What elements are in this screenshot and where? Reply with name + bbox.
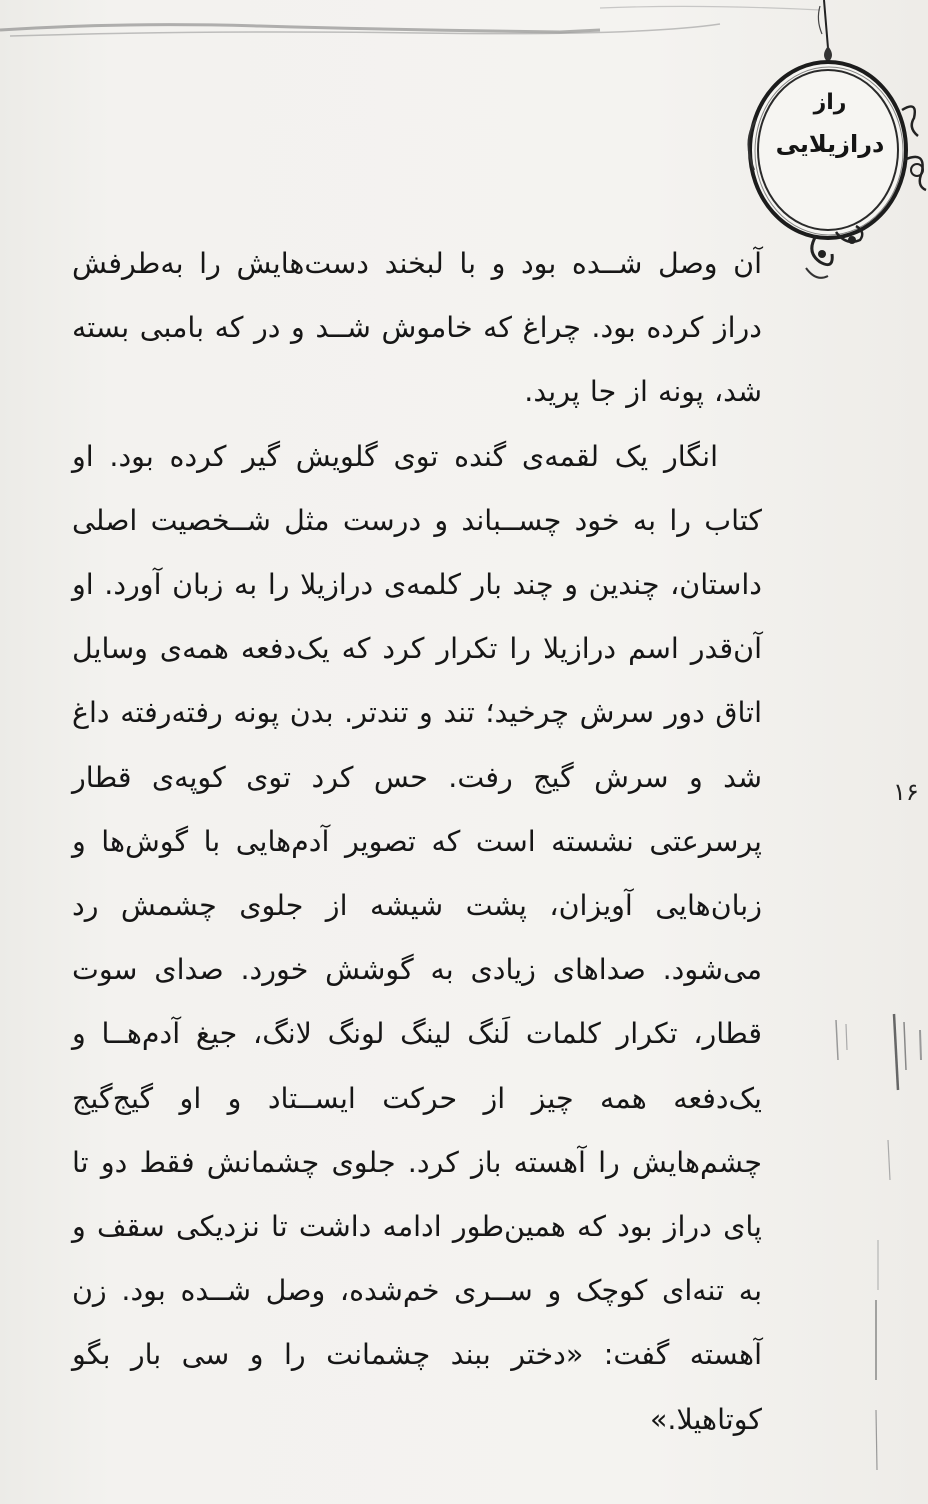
paragraph: انگار یک لقمه‌ی گنده توی گلویش گیر کرده بود. او کتاب را به خود چســباند و درست مثل شــخصیت اصلی داستان، چندین و چند بار کلمه‌ی درازیلا را به زبان آورد. او آن‌قدر اسم درازیلا را تکرار کرد که یک‌دفعه همه‌ی وسایل اتاق دور سرش چرخید؛ تند و تندتر. بدن پونه رفته‌رفته داغ شد و سرش گیج رفت. حس کرد توی کوپه‌ی قطار پرسرعتی نشسته است که تصویر آدم‌هایی با گوش‌ها و زبان‌هایی آویزان، پشت شیشه از جلوی چشمش رد می‌شود. صداهای زیادی به گوشش خورد. صدای سوت قطار، تکرار کلمات لَنگ لینگ لونگ لانگ، جیغ آدم‌هــا و یک‌دفعه همه چیز از حرکت ایســتاد و او گیج‌گیج چشم‌هایش را آهسته باز کرد. جلوی چشمانش فقط دو تا پای دراز بود که همین‌طور ادامه داشت تا نزدیکی سقف و به تنه‌ای کوچک و ســری خم‌شده، وصل شــده بود. زن آهسته گفت: «دختر ببند چشمانت را و سی بار بگو کوتاهیلا.» [72, 439, 762, 1436]
chapter-emblem-title [775, 92, 885, 156]
emblem-title-line2: درازیلایی [775, 130, 885, 158]
page-margin-marks [820, 1000, 928, 1504]
emblem-title-line1: راز [813, 90, 847, 115]
page-number: ۱۶ [893, 778, 919, 806]
body-text [72, 232, 762, 1452]
paragraph: آن وصل شــده بود و با لبخند دست‌هایش را به‌طرفش دراز کرده بود. چراغ که خاموش شــد و در که بامبی بسته شد، پونه از جا پرید. [72, 247, 762, 409]
